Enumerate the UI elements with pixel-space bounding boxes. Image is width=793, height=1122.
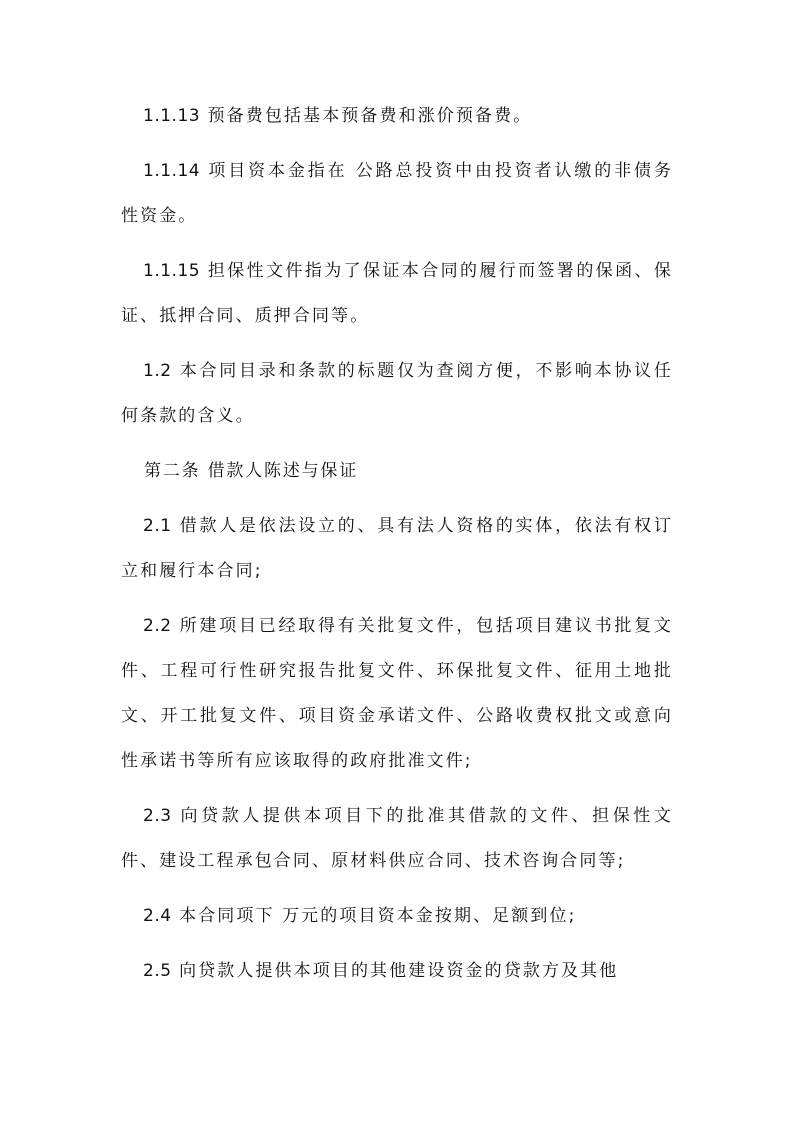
clause-2-1 xyxy=(121,504,673,594)
clause-number: 2.4 xyxy=(143,906,172,926)
clause-number: 1.2 xyxy=(143,361,172,381)
clause-number: 2.5 xyxy=(143,961,172,981)
clause-text: 预备费包括基本预备费和涨价预备费。 xyxy=(207,106,533,126)
clause-text: 担保性文件指为了保证本合同的履行而签署的保函、保证、抵押合同、质押合同等。 xyxy=(121,261,673,326)
clause-1-1-15 xyxy=(121,249,673,339)
clause-number: 2.3 xyxy=(143,806,172,826)
clause-text: 借款人是依法设立的、具有法人资格的实体，依法有权订立和履行本合同; xyxy=(121,516,673,581)
clause-text: 本合同项下 万元的项目资本金按期、足额到位; xyxy=(179,906,577,926)
clause-number: 2.2 xyxy=(143,616,172,636)
document-body xyxy=(121,94,673,1004)
clause-number: 2.1 xyxy=(143,516,172,536)
clause-2-2 xyxy=(121,604,673,784)
clause-1-2 xyxy=(121,349,673,439)
article-heading-text: 第二条 借款人陈述与保证 xyxy=(144,461,359,481)
clause-2-3 xyxy=(121,794,673,884)
clause-number: 1.1.15 xyxy=(143,261,201,281)
clause-number: 1.1.14 xyxy=(143,161,201,181)
clause-1-1-13 xyxy=(121,94,673,139)
clause-text: 向贷款人提供本项目下的批准其借款的文件、担保性文件、建设工程承包合同、原材料供应合同、技术咨询合同等; xyxy=(121,806,673,871)
clause-text: 本合同目录和条款的标题仅为查阅方便，不影响本协议任何条款的含义。 xyxy=(121,361,673,426)
clause-number: 1.1.13 xyxy=(143,106,201,126)
clause-2-4 xyxy=(121,894,673,939)
article-2-heading xyxy=(121,449,673,494)
clause-1-1-14 xyxy=(121,149,673,239)
clause-2-5 xyxy=(121,949,673,994)
clause-text: 所建项目已经取得有关批复文件，包括项目建议书批复文件、工程可行性研究报告批复文件、环保批复文件、征用土地批文、开工批复文件、项目资金承诺文件、公路收费权批文或意向性承诺书等所有应该取得的政府批准文件; xyxy=(121,616,673,771)
clause-text: 项目资本金指在 公路总投资中由投资者认缴的非债务性资金。 xyxy=(121,161,673,226)
clause-text: 向贷款人提供本项目的其他建设资金的贷款方及其他 xyxy=(179,961,619,981)
